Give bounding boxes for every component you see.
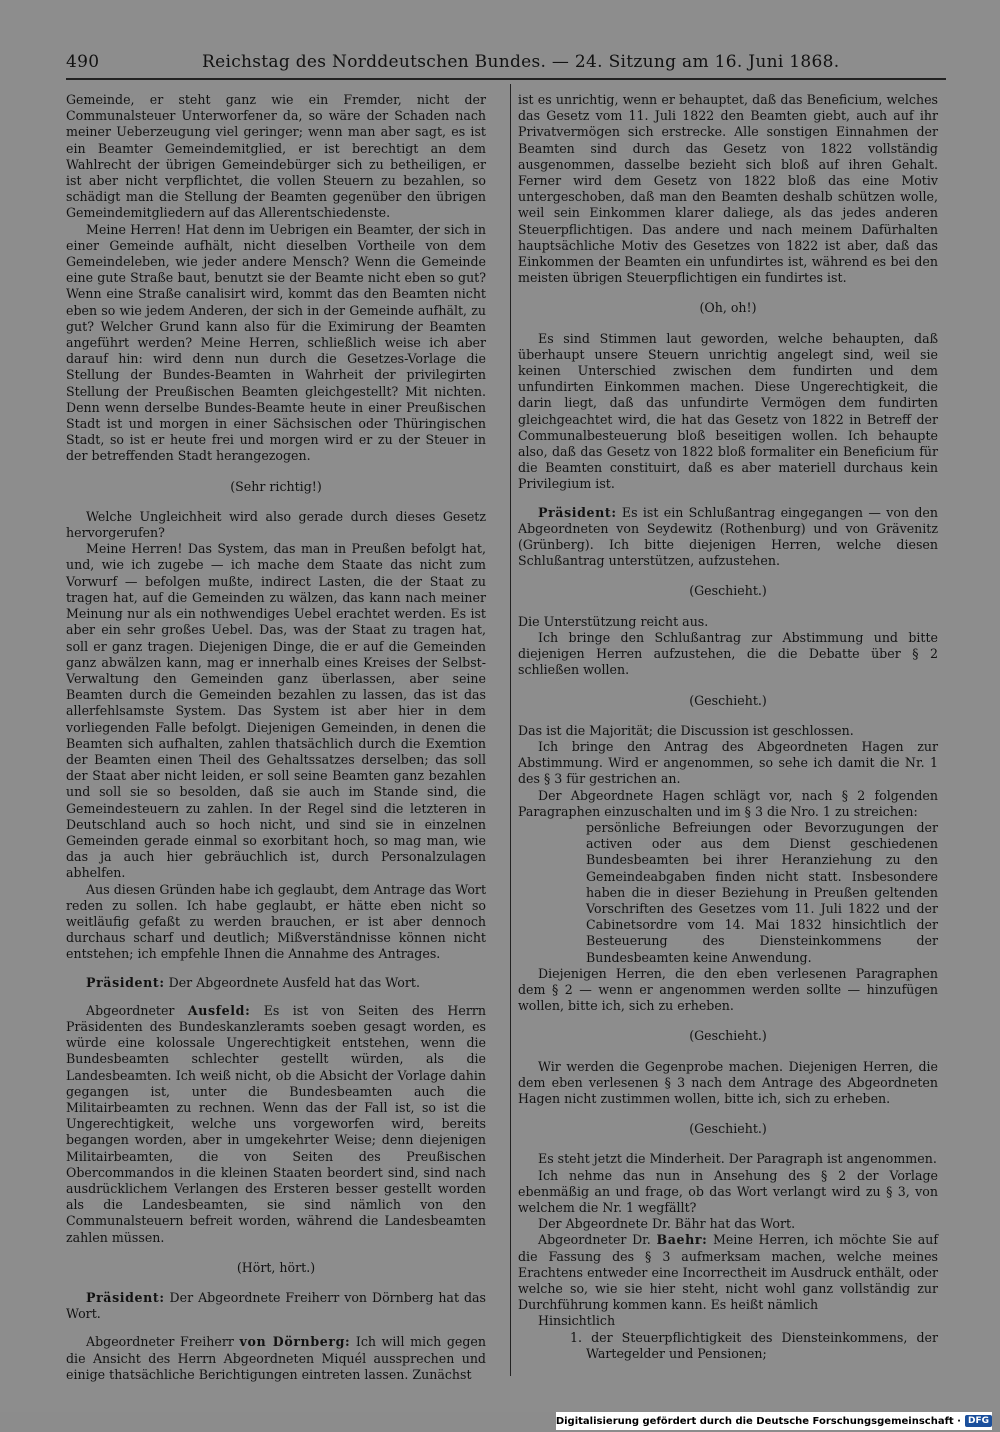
- paragraph: Der Abgeordnete Hagen schlägt vor, nach § 2 folgenden Paragraphen einzuschalten und im § 3 die Nro. 1 zu streichen:: [518, 787, 938, 819]
- speaker-paragraph: [66, 1290, 486, 1322]
- speaker-paragraph: [66, 975, 486, 991]
- spacer: [66, 963, 486, 975]
- page-number: 490: [66, 52, 100, 72]
- speaker-name: Präsident:: [86, 974, 165, 990]
- paragraph: Das ist die Majorität; die Discussion ist geschlossen.: [518, 722, 854, 738]
- paragraph: Welche Ungleichheit wird also gerade durch dieses Gesetz hervorgerufen?: [66, 508, 486, 541]
- interjection: (Geschieht.): [689, 1121, 767, 1137]
- speech-text: Der Abgeordnete Freiherr von Dörnberg hat das Wort.: [66, 1290, 486, 1322]
- speech-text: Meine Herren, ich möchte Sie auf die Fassung des § 3 aufmerksam machen, welche meines Erachtens entweder eine Incorrectheit im Ausdruck enthält, oder welche so, wie sie hier steht, nicht wohl ganz vollständig zur Durchführung kommen kann. Es heißt nämlich: [518, 1232, 938, 1313]
- speech-text: Es ist ein Schlußantrag eingegangen — von den Abgeordneten von Seydewitz (Rothenburg) und von Grävenitz (Grünberg). Ich bitte diejenigen Herren, welche diesen Schlußantrag unterstützen, aufzustehen.: [518, 504, 938, 569]
- footer-text: Digitalisierung gefördert durch die Deutsche Forschungsgemeinschaft ·: [555, 1415, 961, 1427]
- running-title: Reichstag des Norddeutschen Bundes. — 24. Sitzung am 16. Juni 1868.: [202, 52, 840, 72]
- speaker-name: Ausfeld:: [187, 1002, 251, 1018]
- paragraph: Meine Herren! Das System, das man in Preußen befolgt hat, und, wie ich zugebe — ich mache dem Staate das nicht zum Vorwurf — befolgen mußte, indirect Lasten, die der Staat zu tragen hat, auf die Gemeinden zu wälzen, das kann nach meiner Meinung nur als ein nothwendiges Uebel erachtet werden. Es ist aber ein sehr großes Uebel. Das, was der Staat zu tragen hat, soll er ganz tragen. Diejenigen Dinge, die er auf die Gemeinden ganz abwälzen kann, mag er innerhalb eines Kreises der Selbst-Verwaltung den Gemeinden ganz überlassen, aber seine Beamten durch die Gemeinden bezahlen zu lassen, das ist das allerfehlsamste System. Das System ist aber hier in dem vorliegenden Falle befolgt. Diejenigen Gemeinden, in denen die Beamten sich aufhalten, zahlen thatsächlich durch die Exemtion der Beamten einen Theil des Gehaltssatzes derselben; das soll der Staat aber nicht leiden, er soll seine Beamten ganz bezahlen und soll sie so besolden, daß sie auch im Stande sind, die Gemeindesteuern zu zahlen. In der Regel sind die letzteren in Deutschland auch so hoch nicht, und sind sie in einzelnen Gemeinden gerade einmal so exorbitant hoch, so mag man, wie das ja auch hier gebräuchlich ist, durch Personalzulagen abhelfen.: [66, 541, 486, 881]
- column-divider: [510, 84, 511, 1376]
- speech-text: Ich will mich gegen die Ansicht des Herrn Abgeordneten Miquél aussprechen und einige thatsächliche Berichtigungen eintreten lassen. Zunächst: [66, 1334, 486, 1382]
- paragraph: ist es unrichtig, wenn er behauptet, daß das Beneficium, welches das Gesetz vom 11. Juli 1822 den Beamten giebt, auch auf ihr Privatvermögen sich erstrecke. Alle sonstigen Einnahmen der Beamten sind durch das Gesetz von 1822 vollständig ausgenommen, dasselbe bezieht sich bloß auf ihren Gehalt. Ferner wird dem Gesetz von 1822 bloß das eine Motiv untergeschoben, daß man den Beamten deshalb schützen wolle, weil sein Einkommen klarer daliege, als das jedes anderen Steuerpflichtigen. Das andere und nach meinem Dafürhalten hauptsächliche Motiv des Gesetzes von 1822 ist aber, daß das Einkommen der Beamten ein unfundirtes ist, während es bei den meisten übrigen Steuerpflichtigen ein fundirtes ist.: [518, 92, 938, 286]
- paragraph: Es sind Stimmen laut geworden, welche behaupten, daß überhaupt unsere Steuern unrichtig angelegt sind, weil sie keinen Unterschied zwischen dem fundirten und dem unfundirten Einkommen machen. Diese Ungerechtigkeit, die darin liegt, daß das unfundirte Vermögen dem fundirten gleichgeachtet wird, die hat das Gesetz von 1822 in Betreff der Communalbesteuerung bloß beseitigen wollen. Ich behaupte also, daß das Gesetz von 1822 bloß formaliter ein Beneficium für die Beamten constituirt, daß es aber materiell durchaus kein Privilegium ist.: [518, 330, 938, 492]
- interjection: (Geschieht.): [689, 692, 767, 708]
- paragraph: Ich bringe den Antrag des Abgeordneten Hagen zur Abstimmung. Wird er angenommen, so sehe ich damit die Nr. 1 des § 3 für gestrichen an.: [518, 738, 938, 787]
- paragraph: Gemeinde, er steht ganz wie ein Fremder, nicht der Communalsteuer Unterworfener da, so wäre der Schaden nach meiner Ueberzeugung viel geringer; wenn man aber sagt, es ist ein Beamter Gemeindemitglied, er ist berechtigt an dem Wahlrecht der übrigen Gemeindebürger sich zu betheiligen, er ist aber nicht verpflichtet, die vollen Steuern zu bezahlen, so schädigt man die Stellung der Beamten gegenüber den übrigen Gemeindemitgliedern auf das Allerentschiedenste.: [66, 92, 486, 221]
- speaker-paragraph: [66, 1003, 486, 1246]
- paragraph: Aus diesen Gründen habe ich geglaubt, dem Antrage das Wort reden zu sollen. Ich habe geglaubt, er hätte eben nicht so weitläufig gefaßt zu werden brauchen, er ist aber dennoch durchaus scharf und deutlich; Mißverständnisse können nicht entstehen; ich empfehle Ihnen die Annahme des Antrages.: [66, 881, 486, 962]
- interjection: (Sehr richtig!): [230, 478, 322, 494]
- paragraph: Hinsichtlich: [538, 1313, 616, 1329]
- paragraph: Die Unterstützung reicht aus.: [518, 613, 709, 629]
- paragraph: Diejenigen Herren, die den eben verlesenen Paragraphen dem § 2 — wenn er angenommen werden sollte — hinzufügen wollen, bitte ich, sich zu erheben.: [518, 965, 938, 1014]
- speaker-prefix: Abgeordneter: [86, 1002, 175, 1018]
- speech-text: Der Abgeordnete Ausfeld hat das Wort.: [168, 974, 420, 990]
- speaker-paragraph: [518, 505, 938, 570]
- spacer: [66, 1322, 486, 1334]
- speaker-name: Präsident:: [86, 1290, 165, 1306]
- page-header: [66, 52, 946, 80]
- paragraph: Wir werden die Gegenprobe machen. Diejenigen Herren, die dem eben verlesenen § 3 nach dem Antrage des Abgeordneten Hagen nicht zustimmen wollen, bitte ich, sich zu erheben.: [518, 1058, 938, 1106]
- right-column: [518, 92, 938, 1362]
- speaker-paragraph: [66, 1334, 486, 1383]
- interjection: (Geschieht.): [689, 583, 767, 599]
- list-item: 1. der Steuerpflichtigkeit des Diensteinkommens, der Wartegelder und Pensionen;: [570, 1329, 938, 1361]
- spacer: [518, 493, 938, 505]
- paragraph: Es steht jetzt die Minderheit. Der Paragraph ist angenommen.: [538, 1151, 937, 1167]
- paragraph: Meine Herren! Hat denn im Uebrigen ein Beamter, der sich in einer Gemeinde aufhält, nicht dieselben Vortheile von dem Gemeindeleben, wie jeder andere Mensch? Wenn die Gemeinde eine gute Straße baut, benutzt sie der Beamte nicht eben so gut? Wenn eine Straße canalisirt wird, kommt das den Beamten nicht eben so wie jedem Anderen, der sich in der Gemeinde aufhält, zu gut? Welcher Grund kann also für die Eximirung der Beamten angeführt werden? Meine Herren, schließlich weise ich aber darauf hin: wird denn nun durch die Gesetzes-Vorlage die Stellung der Bundes-Beamten in Wahrheit der privilegirten Stellung der Preußischen Beamten gleichgestellt? Mit nichten. Denn wenn derselbe Bundes-Beamte heute in einer Preußischen Stadt ist und morgen in einer Sächsischen oder Thüringischen Stadt, so ist er heute frei und morgen wird er zu der Steuer in der betreffenden Stadt herangezogen.: [66, 221, 486, 464]
- spacer: [66, 991, 486, 1003]
- speaker-name: Baehr:: [656, 1232, 708, 1248]
- quoted-paragraph: persönliche Befreiungen oder Bevorzugungen der activen oder aus dem Dienst geschiedenen Bundesbeamten bei ihrer Heranziehung zu den Gemeindeabgaben finden nicht statt. Insbesondere haben die in dieser Beziehung in Preußen geltenden Vorschriften des Gesetzes vom 11. Juli 1822 und der Cabinetsordre vom 14. Mai 1832 hinsichtlich der Besteuerung des Diensteinkommens der Bundesbeamten keine Anwendung.: [586, 819, 938, 965]
- speaker-prefix: Abgeordneter Dr.: [538, 1232, 651, 1248]
- dfg-logo: DFG: [965, 1415, 992, 1427]
- speaker-name: von Dörnberg:: [239, 1334, 351, 1350]
- paragraph: Der Abgeordnete Dr. Bähr hat das Wort.: [538, 1216, 796, 1232]
- interjection: (Oh, oh!): [699, 300, 757, 316]
- footer: [556, 1412, 992, 1430]
- paragraph: Ich bringe den Schlußantrag zur Abstimmung und bitte diejenigen Herren aufzustehen, die die Debatte über § 2 schließen wollen.: [518, 629, 938, 678]
- interjection: (Hört, hört.): [236, 1259, 316, 1275]
- speech-text: Es ist von Seiten des Herrn Präsidenten des Bundeskanzleramts soeben gesagt worden, es würde eine kolossale Ungerechtigkeit entstehen, wenn die Bundesbeamten schlechter gestellt würden, als die Landesbeamten. Ich weiß nicht, ob die Absicht der Vorlage dahin gegangen ist, unter die Bundesbeamten auch die Militairbeamten zu rechnen. Wenn das der Fall ist, so ist die Ungerechtigkeit, welche uns vorgeworfen wird, bereits begangen worden, aber in umgekehrter Weise; denn diejenigen Militairbeamten, die von Seiten des Preußischen Obercommandos in die kleinen Staaten beordert sind, sind nach ausdrücklichem Verlangen des Ersteren besser gestellt worden als die Landesbeamten, sie sind nämlich von den Communalsteuern befreit worden, während die Landesbeamten zahlen müssen.: [66, 1002, 486, 1245]
- speaker-prefix: Abgeordneter Freiherr: [86, 1334, 234, 1350]
- speaker-name: Präsident:: [538, 504, 617, 520]
- left-column: [66, 92, 486, 1383]
- paragraph: Ich nehme das nun in Ansehung des § 2 der Vorlage ebenmäßig an und frage, ob das Wort verlangt wird zu § 3, von welchem die Nr. 1 wegfällt?: [518, 1167, 938, 1215]
- interjection: (Geschieht.): [689, 1028, 767, 1044]
- speaker-paragraph: [518, 1232, 938, 1313]
